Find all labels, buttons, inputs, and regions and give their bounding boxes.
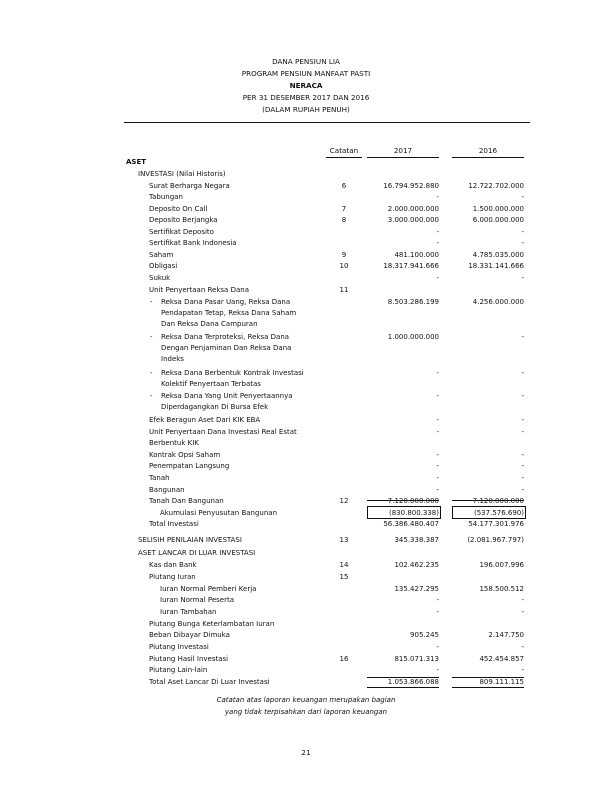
row-value-2017: - [436, 392, 439, 400]
page-number: 21 [301, 748, 311, 757]
row-value-2016: 18.331.141.666 [468, 262, 524, 270]
row-value-2017: - [436, 274, 439, 282]
total-current-underline-2017 [367, 687, 439, 688]
header-rule [124, 122, 530, 123]
row-value-2017: 481.100.000 [394, 251, 439, 259]
row-value-2016: - [521, 333, 524, 341]
row-label: - [150, 333, 153, 341]
row-value-2016: - [521, 666, 524, 674]
column-header-2016 [452, 146, 524, 155]
row-value-2017: 7.120.000.000 [387, 497, 439, 505]
row-value-2016: 158.500.512 [479, 585, 524, 593]
row-label: Surat Berharga Negara [149, 182, 230, 190]
row-value-2017: - [436, 451, 439, 459]
row-value-2017: 1.053.866.088 [387, 678, 439, 686]
row-note-number: 7 [341, 205, 347, 213]
header-line-5: (DALAM RUPIAH PENUH) [262, 105, 350, 114]
row-label: Iuran Normal Peserta [160, 596, 235, 604]
row-value-2017: 3.000.000.000 [387, 216, 439, 224]
column-header-2017-label: 2017 [393, 146, 413, 155]
row-label: Sertifikat Deposito [149, 228, 214, 236]
row-label: Tabungan [149, 193, 183, 201]
row-value-2017: - [436, 666, 439, 674]
row-label: Piutang Investasi [149, 643, 209, 651]
total-current-underline-2016 [452, 687, 524, 688]
row-value-2016: 54.177.301.976 [468, 520, 524, 528]
row-value-2017: - [436, 486, 439, 494]
row-label: Reksa Dana Pasar Uang, Reksa Dana [161, 298, 291, 306]
footnote-line-2: yang tidak terpisahkan dari laporan keuangan [224, 708, 388, 716]
accumulated-depreciation-box-2016 [452, 506, 526, 519]
row-value-2017: 815.071.313 [394, 655, 439, 663]
row-value-2017: 905.245 [410, 631, 439, 639]
header-line-3: NERACA [289, 81, 323, 90]
row-label: Akumulasi Penyusutan Bangunan [160, 509, 278, 517]
row-value-2016: (537.576.690) [474, 509, 524, 517]
row-label: Iuran Normal Pemberi Kerja [160, 585, 257, 593]
row-value-2016: - [521, 474, 524, 482]
row-value-2017: 18.317.941.666 [383, 262, 439, 270]
row-label: Reksa Dana Yang Unit Penyertaannya [161, 392, 293, 400]
row-label: Dan Reksa Dana Campuran [161, 320, 258, 328]
row-value-2016: - [521, 608, 524, 616]
row-label: Penempatan Langsung [149, 462, 230, 470]
row-label: Diperdagangkan Di Bursa Efek [161, 403, 269, 411]
row-value-2016: - [521, 274, 524, 282]
row-label: Indeks [161, 355, 184, 363]
row-value-2016: - [521, 643, 524, 651]
row-value-2017: 135.427.295 [394, 585, 439, 593]
row-value-2017: 8.503.286.199 [387, 298, 439, 306]
row-note-number: 6 [341, 182, 347, 190]
row-value-2017: - [436, 193, 439, 201]
row-value-2016: - [521, 596, 524, 604]
row-value-2017: 1.000.000.000 [387, 333, 439, 341]
total-current-rule-2016 [452, 677, 524, 678]
subtotal-rule-2016 [452, 500, 524, 501]
row-label: Tanah Dan Bangunan [149, 497, 224, 505]
row-value-2016: - [521, 239, 524, 247]
row-label: Total Aset Lancar Di Luar Investasi [149, 678, 270, 686]
row-value-2016: - [521, 228, 524, 236]
row-label: - [150, 298, 153, 306]
header-line-1: DANA PENSIUN LIA [272, 57, 340, 66]
row-value-2017: - [436, 369, 439, 377]
row-value-2017: - [436, 228, 439, 236]
row-value-2017: 102.462.235 [394, 561, 439, 569]
header-line-4: PER 31 DESEMBER 2017 DAN 2016 [242, 93, 370, 102]
row-value-2017: - [436, 428, 439, 436]
row-value-2017: - [436, 608, 439, 616]
column-header-catatan [326, 146, 362, 155]
row-label: ASET LANCAR DI LUAR INVESTASI [138, 549, 256, 557]
row-value-2016: 6.000.000.000 [472, 216, 524, 224]
row-label: - [150, 369, 153, 377]
row-value-2016: 2.147.750 [488, 631, 524, 639]
row-label: Total Investasi [149, 520, 199, 528]
row-label: Piutang Bunga Keterlambatan Iuran [149, 620, 275, 628]
row-label: Reksa Dana Berbentuk Kontrak Investasi [161, 369, 304, 377]
row-value-2016: 7.120.000.000 [472, 497, 524, 505]
footnote-line-1: Catatan atas laporan keuangan merupakan bagian [216, 696, 396, 704]
row-note-number: 16 [339, 655, 349, 663]
row-label: Reksa Dana Terproteksi, Reksa Dana [161, 333, 290, 341]
row-label: - [150, 392, 153, 400]
row-label: Iuran Tambahan [160, 608, 217, 616]
row-value-2016: - [521, 392, 524, 400]
row-label: Unit Penyertaan Dana Investasi Real Estat [149, 428, 297, 436]
row-label: Piutang Iuran [149, 573, 196, 581]
row-label: Beban Dibayar Dimuka [149, 631, 230, 639]
row-value-2016: 809.111.115 [479, 678, 524, 686]
row-label: ASET [126, 158, 147, 166]
column-header-2017 [367, 146, 439, 155]
footnote [0, 694, 612, 718]
row-value-2017: 16.794.952.880 [383, 182, 439, 190]
row-value-2016: 12.722.702.000 [468, 182, 524, 190]
row-note-number: 10 [339, 262, 349, 270]
accumulated-depreciation-box-2017 [367, 506, 441, 519]
row-note-number: 9 [341, 251, 347, 259]
column-header-catatan-label: Catatan [329, 146, 359, 155]
row-value-2016: 196.007.996 [479, 561, 524, 569]
report-header [0, 56, 612, 116]
row-label: Saham [149, 251, 174, 259]
row-label: Piutang Hasil Investasi [149, 655, 229, 663]
row-value-2016: - [521, 369, 524, 377]
row-value-2016: 1.500.000.000 [472, 205, 524, 213]
row-note-number: 15 [339, 573, 349, 581]
row-value-2017: (830.800.338) [389, 509, 439, 517]
row-label: Piutang Lain-lain [149, 666, 208, 674]
column-header-2016-label: 2016 [478, 146, 498, 155]
row-value-2017: 345.338.387 [394, 536, 439, 544]
row-value-2017: - [436, 596, 439, 604]
row-value-2017: - [436, 474, 439, 482]
row-label: Bangunan [149, 486, 185, 494]
row-label: Kas dan Bank [149, 561, 197, 569]
row-label: Efek Beragun Aset Dari KIK EBA [149, 416, 261, 424]
row-note-number: 13 [339, 536, 349, 544]
row-value-2017: 2.000.000.000 [387, 205, 439, 213]
row-label: Berbentuk KIK [149, 439, 199, 447]
row-value-2016: 4.785.035.000 [472, 251, 524, 259]
row-value-2016: - [521, 416, 524, 424]
row-label: Deposito On Call [149, 205, 208, 213]
row-label: Obligasi [149, 262, 178, 270]
row-label: INVESTASI (Nilai Historis) [138, 170, 226, 178]
row-label: Unit Penyertaan Reksa Dana [149, 286, 249, 294]
row-label: SELISIH PENILAIAN INVESTASI [138, 536, 242, 544]
row-note-number: 14 [339, 561, 349, 569]
row-value-2016: - [521, 486, 524, 494]
row-label: Kolektif Penyertaan Terbatas [161, 380, 261, 388]
row-value-2016: - [521, 428, 524, 436]
row-note-number: 12 [339, 497, 349, 505]
row-note-number: 11 [339, 286, 349, 294]
row-value-2017: 56.386.480.407 [383, 520, 439, 528]
total-current-rule-2017 [367, 677, 439, 678]
row-value-2016: (2.081.967.797) [467, 536, 524, 544]
header-line-2: PROGRAM PENSIUN MANFAAT PASTI [241, 69, 371, 78]
row-label: Deposito Berjangka [149, 216, 218, 224]
row-label: Kontrak Opsi Saham [149, 451, 221, 459]
row-label: Sukuk [149, 274, 171, 282]
row-note-number: 8 [341, 216, 347, 224]
row-value-2016: - [521, 462, 524, 470]
row-label: Sertifikat Bank Indonesia [149, 239, 237, 247]
row-value-2017: - [436, 239, 439, 247]
row-value-2017: - [436, 416, 439, 424]
row-value-2016: - [521, 193, 524, 201]
row-value-2016: 452.454.857 [479, 655, 524, 663]
subtotal-rule-2017 [367, 500, 439, 501]
row-value-2016: 4.256.000.000 [472, 298, 524, 306]
row-value-2017: - [436, 462, 439, 470]
row-label: Tanah [149, 474, 170, 482]
row-value-2017: - [436, 643, 439, 651]
row-value-2016: - [521, 451, 524, 459]
row-label: Dengan Penjaminan Dan Reksa Dana [161, 344, 292, 352]
row-label: Pendapatan Tetap, Reksa Dana Saham [161, 309, 297, 317]
